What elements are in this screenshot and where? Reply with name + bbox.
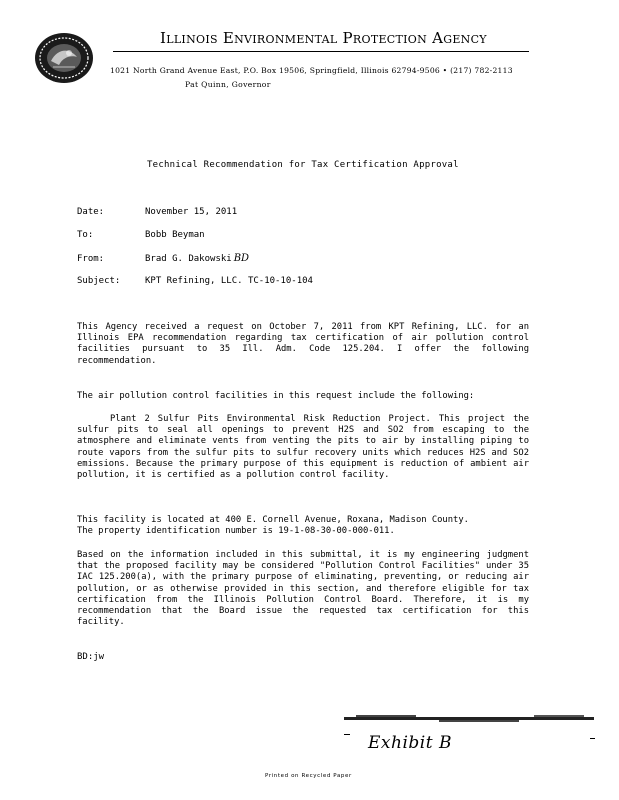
- subject-value: KPT Refining, LLC. TC-10-10-104: [145, 276, 313, 286]
- stamp-tick: [590, 738, 595, 739]
- from-value: Brad G. Dakowski: [145, 254, 232, 264]
- memo-to-row: [77, 230, 205, 240]
- typist-initials: BD:jw: [77, 652, 105, 662]
- agency-name: Illinois Environmental Protection Agency: [160, 29, 487, 47]
- to-label: To:: [77, 230, 94, 240]
- subject-label: Subject:: [77, 276, 121, 286]
- state-seal-logo: [33, 31, 95, 85]
- paragraph-facilities-intro: The air pollution control facilities in this request include the following:: [77, 391, 475, 401]
- paragraph-project-description: Plant 2 Sulfur Pits Environmental Risk Reduction Project. This project the sulfur pits to seal all openings to prevent H2S and SO2 from escaping to the atmosphere and eliminate vents from venting the pits to air by installing piping to route vapors from the sulfur pits to sulfur recovery units which reduces H2S and SO2 emissions. Because the primary purpose of this equipment is reduction of ambient air pollution, it is certified as a pollution control facility.: [77, 414, 529, 481]
- paragraph-property-id: The property identification number is 19-1-08-30-00-000-011.: [77, 526, 395, 536]
- date-value: November 15, 2011: [145, 207, 238, 217]
- agency-address: 1021 North Grand Avenue East, P.O. Box 19506, Springfield, Illinois 62794-9506 • (217) 782-2113: [110, 66, 513, 75]
- memo-from-row: [77, 253, 249, 264]
- governor-name: Pat Quinn, Governor: [185, 80, 271, 89]
- date-label: Date:: [77, 207, 105, 217]
- paragraph-request: This Agency received a request on October 7, 2011 from KPT Refining, LLC. for an Illinois EPA recommendation regarding tax certification of air pollution control facilities pursuant to 35 Ill. Adm. Code 125.204. I offer the following recommendation.: [77, 322, 529, 366]
- stamp-smudge: [344, 714, 596, 724]
- document-title: Technical Recommendation for Tax Certification Approval: [147, 160, 459, 170]
- header-rule: [113, 51, 529, 52]
- exhibit-label: Exhibit B: [368, 733, 452, 753]
- from-initials-signature: BD: [233, 253, 250, 264]
- memo-subject-row: [77, 276, 313, 286]
- from-label: From:: [77, 254, 105, 264]
- recycled-paper-footer: Printed on Recycled Paper: [265, 773, 352, 779]
- paragraph-recommendation: Based on the information included in this submittal, it is my engineering judgment that the proposed facility may be considered "Pollution Control Facilities" under 35 IAC 125.200(a), with the primary purpose of eliminating, preventing, or reducing air pollution, or as otherwise provided in this section, and therefore eligible for tax certification from the Illinois Pollution Control Board. Therefore, it is my recommendation that the Board issue the requested tax certification for this facility.: [77, 550, 529, 628]
- to-value: Bobb Beyman: [145, 230, 205, 240]
- stamp-dash: [344, 734, 350, 735]
- paragraph-location: This facility is located at 400 E. Cornell Avenue, Roxana, Madison County.: [77, 515, 469, 525]
- memo-date-row: [77, 207, 237, 217]
